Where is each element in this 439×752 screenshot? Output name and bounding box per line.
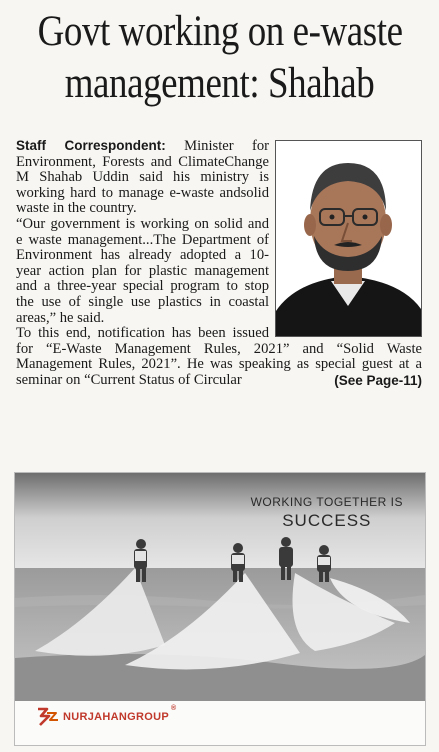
headline	[38, 6, 402, 110]
ad-slogan-line-1: WORKING TOGETHER IS	[250, 495, 403, 509]
nurjahan-logo-icon	[35, 705, 61, 729]
article-paragraph-2: “Our government is working on solid and e waste management...The Department of Environment has already adopted a 10-year action plan for plastic management and a three-year special program to stop the use of single use plastics in coastal areas,” he said.	[16, 215, 269, 326]
ad-slogan	[251, 495, 403, 531]
headline-line-1: Govt working on e-waste	[37, 8, 403, 55]
paragraph-3-text: To this end, notification has been issued for “E-Waste Management Rules, 2021” and “Solid Waste Management Rules, 2021”. He was speaking as special guest at a seminar on “Current Status of Circular	[16, 325, 422, 388]
brand-logo	[35, 705, 176, 729]
trademark-symbol: ®	[170, 705, 177, 712]
brand-name: NURJAHANGROUP	[63, 711, 169, 723]
minister-portrait	[275, 140, 422, 337]
ad-slogan-line-2: SUCCESS	[282, 511, 372, 530]
continuation-reference: (See Page-11)	[334, 372, 422, 388]
byline: Staff Correspondent:	[16, 138, 166, 153]
headline-line-2: management: Shahab	[64, 60, 375, 107]
paragraph-1-text: Minister for Environment, Forests and ClimateChange M Shahab Uddin said his ministry is working hard to manage e-waste andsolid waste in the country.	[16, 138, 269, 217]
portrait-illustration	[276, 141, 421, 336]
advertisement	[14, 472, 426, 746]
article-body	[16, 138, 422, 389]
